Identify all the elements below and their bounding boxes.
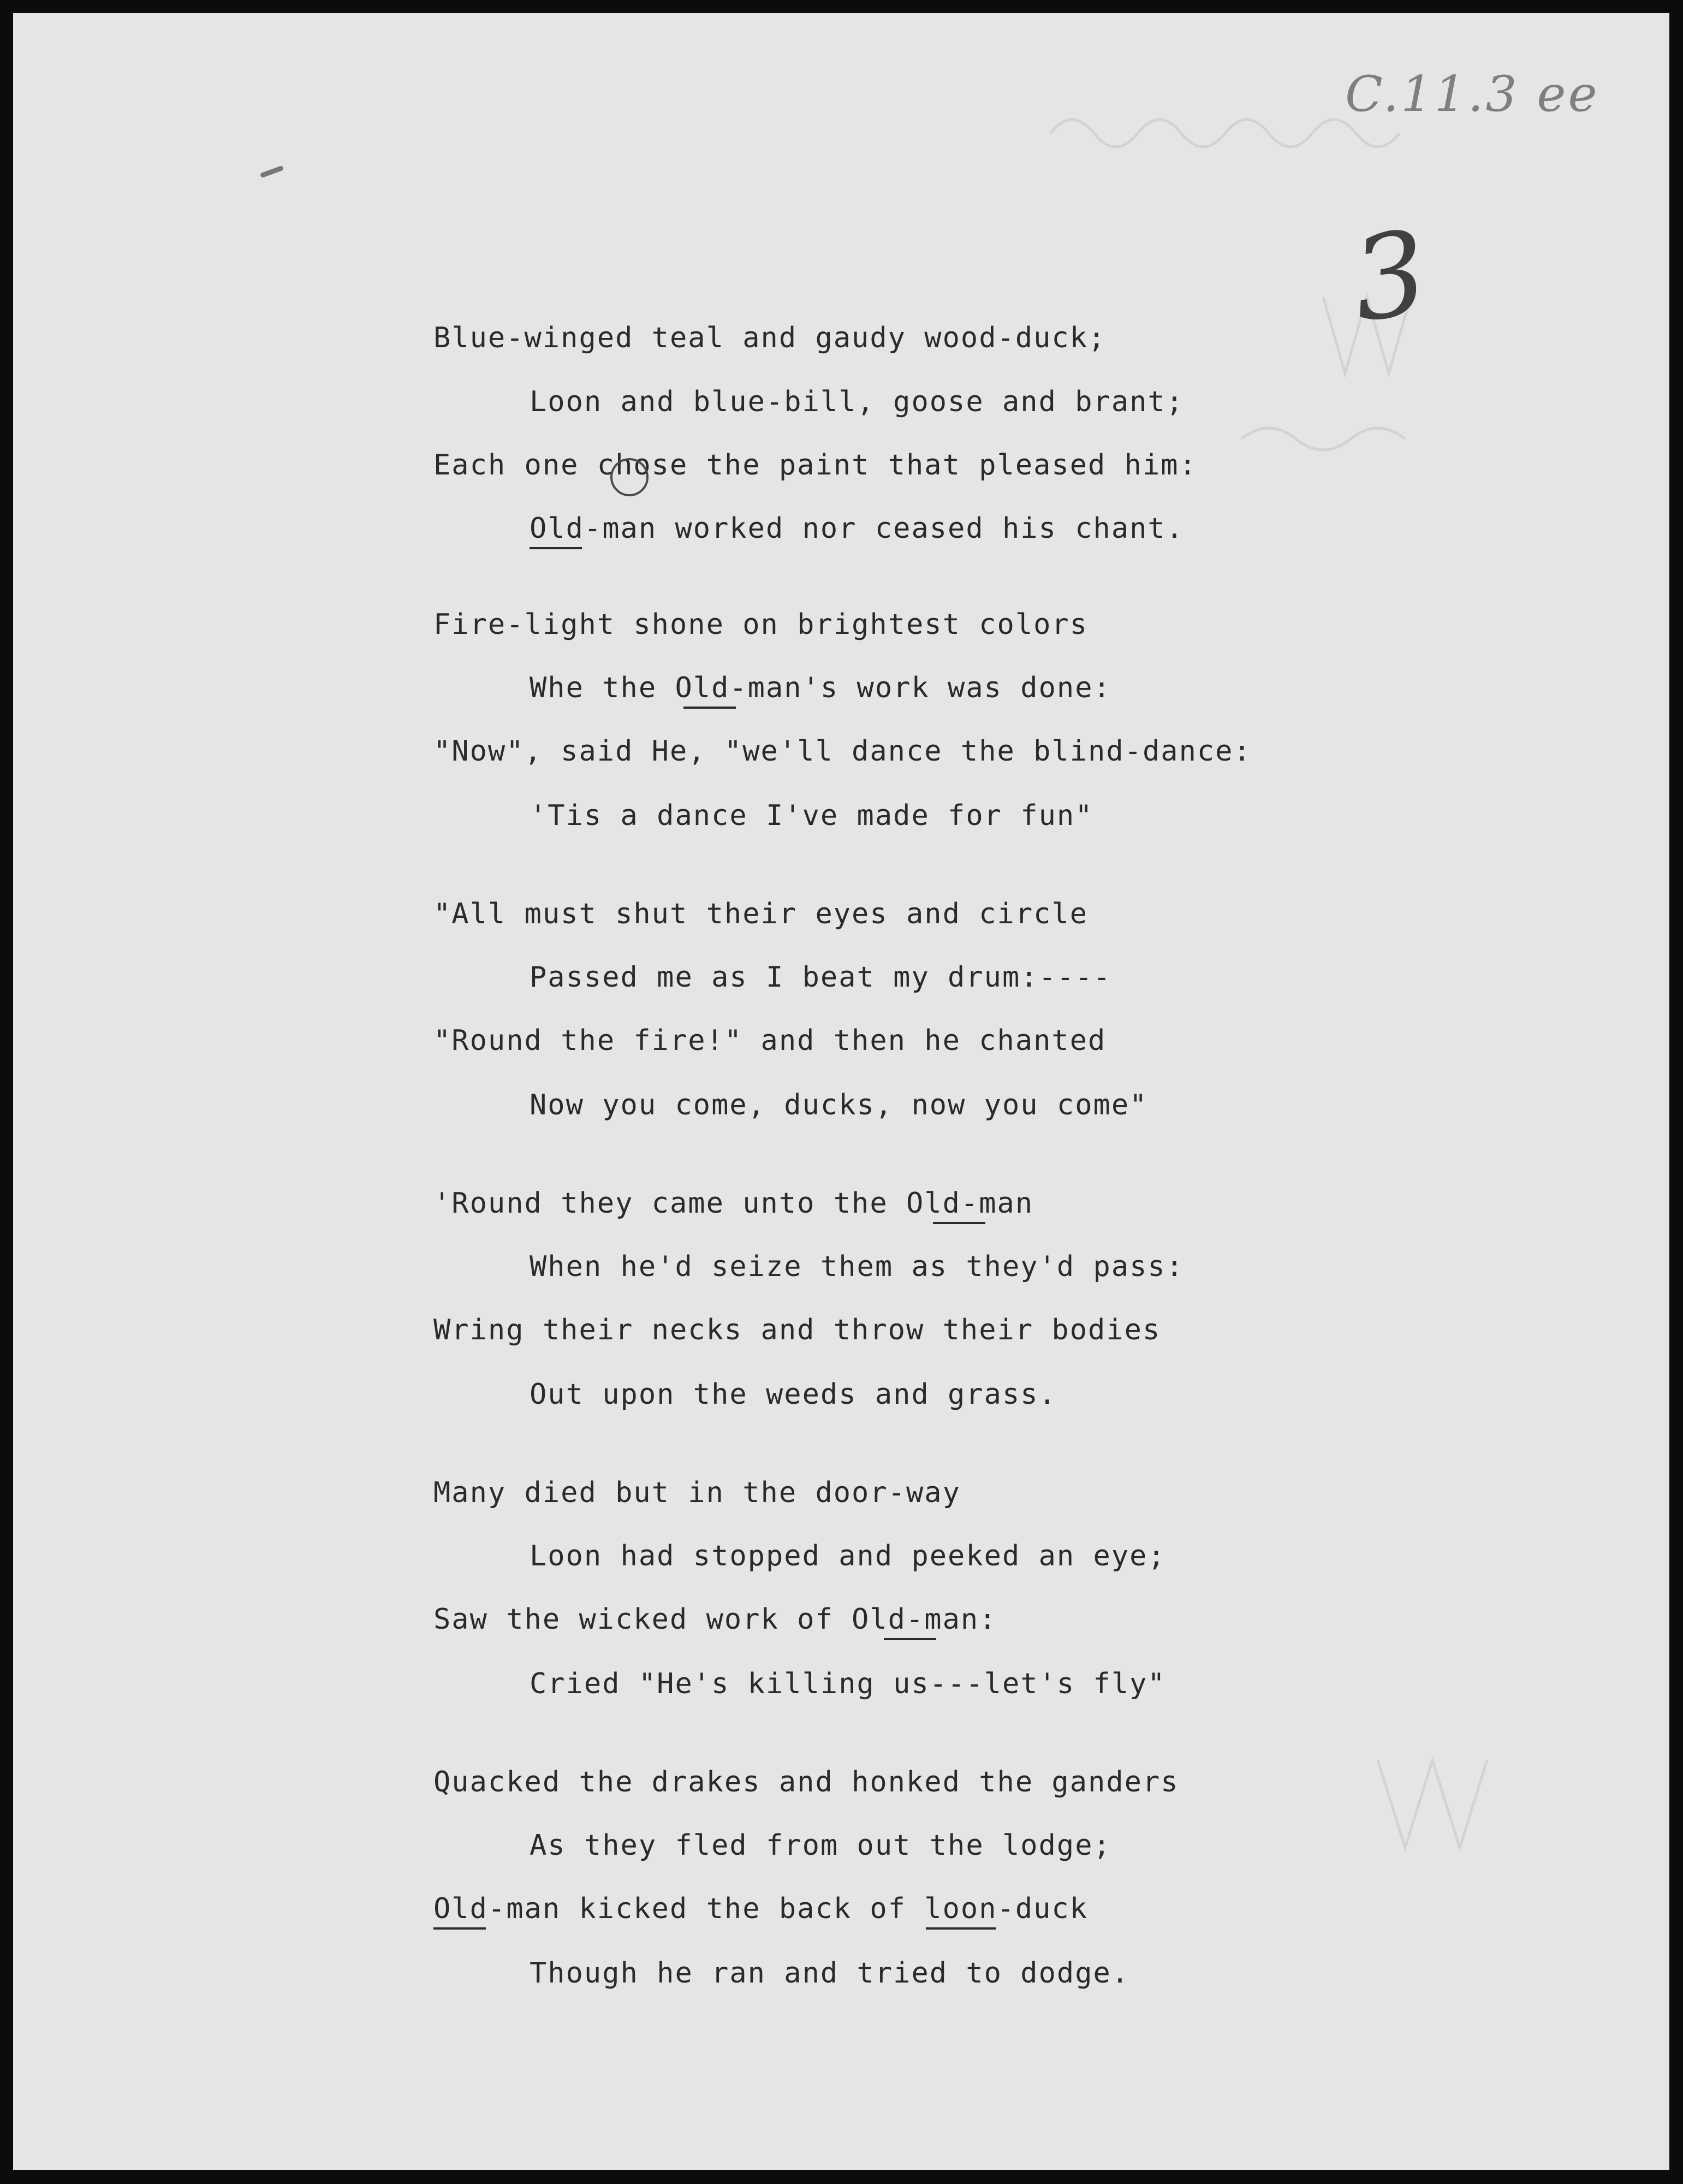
- underline-old: [683, 707, 736, 709]
- poem-line: Loon had stopped and peeked an eye;: [530, 1540, 1166, 1572]
- poem-line: "Now", said He, "we'll dance the blind-dance:: [433, 735, 1252, 768]
- poem-line: Loon and blue-bill, goose and brant;: [530, 385, 1185, 418]
- poem-line: Blue-winged teal and gaudy wood-duck;: [433, 322, 1107, 354]
- poem-line: Fire-light shone on brightest colors: [433, 608, 1089, 641]
- poem-line: 'Round they came unto the Old-man: [433, 1187, 1034, 1220]
- poem-line: Saw the wicked work of Old-man:: [433, 1603, 997, 1636]
- poem-line: Out upon the weeds and grass.: [530, 1378, 1057, 1411]
- poem-line: Passed me as I beat my drum:----: [530, 961, 1111, 994]
- poem-line: Quacked the drakes and honked the ganders: [433, 1766, 1179, 1799]
- underline-old: [933, 1222, 985, 1224]
- poem-line: Each one chose the paint that pleased him:: [433, 449, 1197, 482]
- poem-line: "All must shut their eyes and circle: [433, 898, 1089, 930]
- poem-line: Old-man worked nor ceased his chant.: [530, 512, 1185, 545]
- catalog-number: C.11.3 ee: [1345, 66, 1599, 123]
- poem-line: As they fled from out the lodge;: [530, 1829, 1111, 1862]
- poem-line: Now you come, ducks, now you come": [530, 1089, 1148, 1121]
- underline-loon: [926, 1927, 996, 1930]
- poem-line: Old-man kicked the back of loon-duck: [433, 1892, 1089, 1925]
- poem-line: 'Tis a dance I've made for fun": [530, 799, 1093, 832]
- typescript-page: [13, 13, 1669, 2170]
- poem-line: Though he ran and tried to dodge.: [530, 1957, 1130, 1990]
- underline-old: [433, 1927, 486, 1930]
- poem-line: "Round the fire!" and then he chanted: [433, 1024, 1107, 1057]
- underline-old: [884, 1638, 936, 1640]
- poem-line: Wring their necks and throw their bodies: [433, 1314, 1161, 1346]
- handwritten-page-number: 3: [1344, 205, 1436, 348]
- poem-line: Many died but in the door-way: [433, 1476, 961, 1509]
- poem-line: Cried "He's killing us---let's fly": [530, 1667, 1166, 1700]
- underline-old: [530, 547, 582, 549]
- poem-line: Whe the Old-man's work was done:: [530, 672, 1111, 704]
- poem: [13, 13, 1669, 2170]
- poem-line: When he'd seize them as they'd pass:: [530, 1250, 1185, 1283]
- ink-correction-circle: [610, 458, 649, 496]
